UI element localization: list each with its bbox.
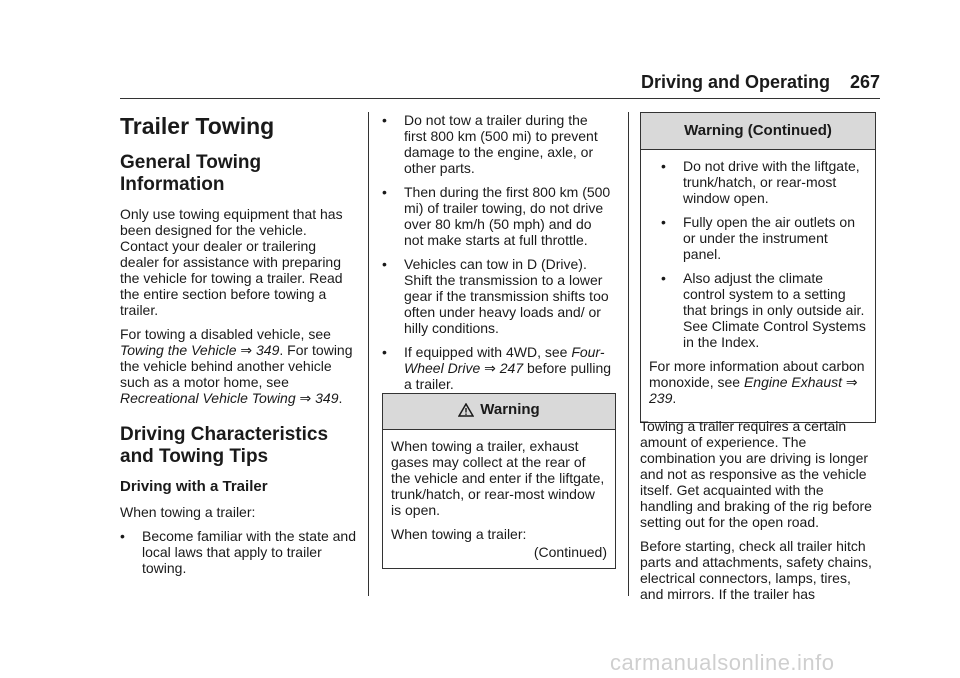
bullet-glyph: • (661, 270, 666, 286)
page-ref[interactable]: ⇒ 247 (484, 360, 524, 376)
header-rule (120, 98, 880, 99)
paragraph-more-info: For more information about carbon monoxide, see Engine Exhaust ⇒ 239. (649, 358, 865, 406)
list-item: • Then during the first 800 km (500 mi) of trailer towing, do not drive over 80 km/h (50 mph) and do not make starts at full throttle. (382, 184, 611, 248)
warning-continued-box (640, 112, 876, 423)
warning-title: Warning (480, 401, 540, 418)
link-towing-the-vehicle[interactable]: Towing the Vehicle (120, 342, 237, 358)
bullet-glyph: • (661, 214, 666, 230)
continued-label: (Continued) (533, 544, 607, 560)
column-divider-right (628, 112, 629, 596)
link-engine-exhaust[interactable]: Engine Exhaust (743, 374, 843, 390)
warning-header (383, 394, 615, 430)
heading-general-towing: General Towing Information (120, 152, 262, 195)
list-item: • Do not drive with the liftgate, trunk/hatch, or rear-most window open. (661, 158, 860, 206)
page-number: 267 (849, 72, 880, 92)
warning-paragraph: When towing a trailer: (391, 526, 527, 542)
column-divider-left (368, 112, 369, 596)
list-item: • If equipped with 4WD, see Four-Wheel Drive ⇒ 247 before pulling a trailer. (382, 344, 612, 392)
link-recreational-vehicle-towing[interactable]: Recreational Vehicle Towing (120, 390, 296, 406)
bullet-glyph: • (661, 158, 666, 174)
bullet-glyph: • (120, 528, 125, 544)
heading-driving-characteristics: Driving Characteristics and Towing Tips (120, 424, 329, 467)
warning-box (382, 393, 616, 569)
page-heading: Trailer Towing (120, 113, 275, 139)
page-ref[interactable]: ⇒ 239 (649, 374, 858, 406)
list-item: • Also adjust the climate control system to a setting that brings in only outside air. See Climate Control Systems in the Index. (661, 270, 866, 350)
bullet-glyph: • (382, 344, 387, 360)
warning-body (383, 430, 615, 568)
paragraph-when-towing: When towing a trailer: (120, 504, 256, 520)
section-title: Driving and Operating (640, 72, 830, 92)
warning-continued-body (641, 150, 875, 422)
column-3-text (640, 418, 876, 610)
page-ref[interactable]: ⇒ 349 (240, 342, 280, 358)
link-four-wheel-drive[interactable]: Four-Wheel Drive (404, 344, 605, 376)
list-item: • Do not tow a trailer during the first 800 km (500 mi) to prevent damage to the engine, axle, or other parts. (382, 112, 598, 176)
column-2 (382, 112, 614, 400)
warning-paragraph: When towing a trailer, exhaust gases may collect at the rear of the vehicle and enter if the liftgate, trunk/hatch, or rear-most window is open. (391, 438, 605, 518)
list-item: • Become familiar with the state and local laws that apply to trailer towing. (120, 528, 356, 576)
bullet-glyph: • (382, 256, 387, 272)
bullet-glyph: • (382, 112, 387, 128)
heading-driving-with-trailer: Driving with a Trailer (120, 478, 268, 495)
paragraph-towing-equipment: Only use towing equipment that has been designed for the vehicle. Contact your dealer or trailering dealer for assistance with preparing the vehicle for towing a trailer. Read the entire section before towing a trailer. (120, 206, 343, 318)
list-item: • Fully open the air outlets on or under the instrument panel. (661, 214, 855, 262)
watermark: carmanualsonline.info (610, 650, 835, 675)
list-item: • Vehicles can tow in D (Drive). Shift the transmission to a lower gear if the transmission shifts too often under heavy loads and/ or hilly conditions. (382, 256, 609, 336)
bullet-glyph: • (382, 184, 387, 200)
page-ref[interactable]: ⇒ 349 (299, 390, 339, 406)
warning-triangle-icon (458, 403, 474, 421)
paragraph-experience: Towing a trailer requires a certain amount of experience. The combination you are driving is longer and not as responsive as the vehicle itself. Get acquainted with the handling and braking of the rig before setting out for the open road. (640, 418, 872, 530)
warning-continued-header: Warning (Continued) (641, 113, 875, 150)
paragraph-towing-disabled: For towing a disabled vehicle, see Towing the Vehicle ⇒ 349. For towing the vehicle behind another vehicle such as a motor home, see Recreational Vehicle Towing ⇒ 349. (120, 326, 353, 406)
paragraph-before-starting: Before starting, check all trailer hitch parts and attachments, safety chains, electrical connectors, lamps, tires, and mirrors. If the trailer has (640, 538, 872, 602)
column-1 (120, 112, 356, 584)
